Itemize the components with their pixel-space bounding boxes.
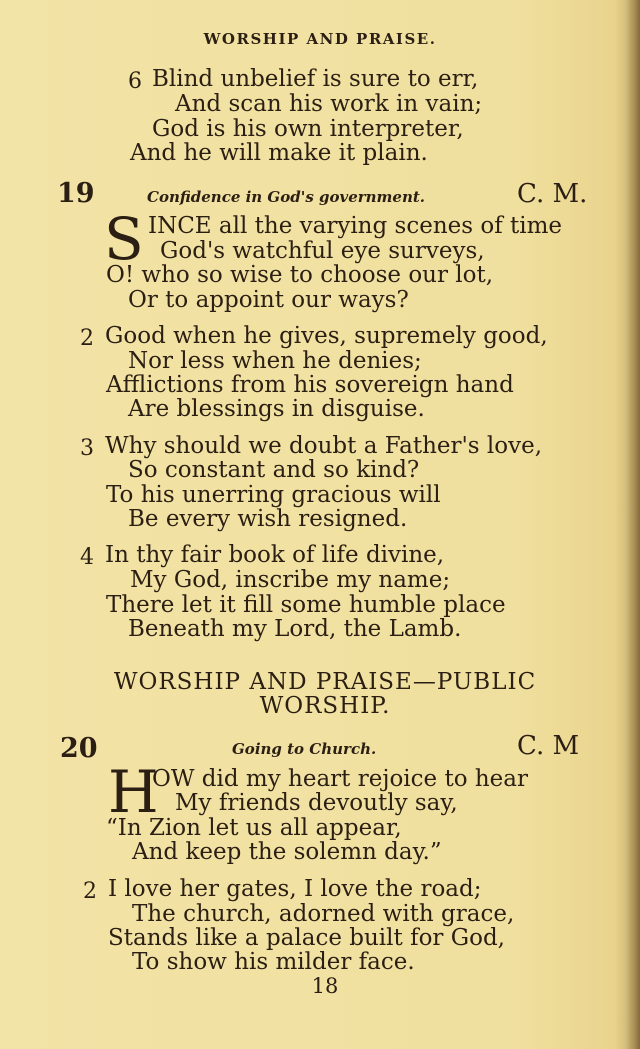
verse-line: Or to appoint our ways? — [128, 287, 409, 313]
verse-line: In thy fair book of life divine, — [105, 542, 445, 568]
verse-line: Be every wish resigned. — [128, 506, 408, 532]
verse-number: 3 — [80, 436, 94, 461]
verse-number: 2 — [80, 326, 94, 351]
hymn-meter: C. M. — [517, 179, 588, 209]
verse-number: 6 — [128, 69, 142, 94]
page-edge — [626, 0, 640, 1049]
hymn-number: 19 — [57, 178, 95, 209]
verse-line: So constant and so kind? — [128, 457, 420, 483]
page-number: 18 — [311, 974, 339, 998]
verse-line: The church, adorned with grace, — [132, 901, 515, 927]
hymn-subtitle: Going to Church. — [232, 740, 377, 758]
verse-line: And keep the solemn day.” — [132, 839, 442, 865]
verse-line: Stands like a palace built for God, — [108, 925, 505, 951]
verse-line: I love her gates, I love the road; — [108, 876, 482, 902]
section-heading: WORSHIP AND PRAISE—PUBLIC — [113, 669, 537, 695]
verse-line: God is his own interpreter, — [152, 116, 464, 142]
verse-line: Blind unbelief is sure to err, — [152, 66, 479, 92]
verse-line: My friends devoutly say, — [175, 790, 458, 816]
verse-line: And he will make it plain. — [130, 140, 428, 166]
verse-line: O! who so wise to choose our lot, — [106, 262, 494, 288]
verse-line: Afflictions from his sovereign hand — [106, 372, 514, 398]
drop-cap: S — [104, 205, 144, 273]
verse-number: 4 — [80, 545, 94, 570]
verse-line: To show his milder face. — [132, 949, 415, 975]
verse-line: There let it fill some humble place — [106, 592, 506, 618]
verse-line: INCE all the varying scenes of time — [148, 213, 563, 239]
running-header: WORSHIP AND PRAISE. — [203, 30, 437, 48]
verse-line: Why should we doubt a Father's love, — [105, 433, 543, 459]
section-heading: WORSHIP. — [259, 693, 391, 719]
verse-line: Nor less when he denies; — [128, 348, 422, 374]
verse-line: To his unerring gracious will — [106, 482, 441, 508]
verse-number: 2 — [83, 879, 97, 904]
verse-line: Are blessings in disguise. — [128, 396, 425, 422]
hymn-subtitle: Confidence in God's government. — [147, 188, 426, 206]
verse-line: “In Zion let us all appear, — [106, 815, 402, 841]
verse-line: OW did my heart rejoice to hear — [152, 766, 528, 792]
verse-line: God's watchful eye surveys, — [160, 238, 485, 264]
verse-line: Beneath my Lord, the Lamb. — [128, 616, 462, 642]
verse-line: Good when he gives, supremely good, — [105, 323, 548, 349]
hymn-meter: C. M — [517, 731, 580, 761]
drop-cap: H — [108, 758, 159, 826]
verse-line: My God, inscribe my name; — [130, 567, 451, 593]
verse-line: And scan his work in vain; — [175, 91, 483, 117]
hymn-number: 20 — [60, 733, 98, 764]
